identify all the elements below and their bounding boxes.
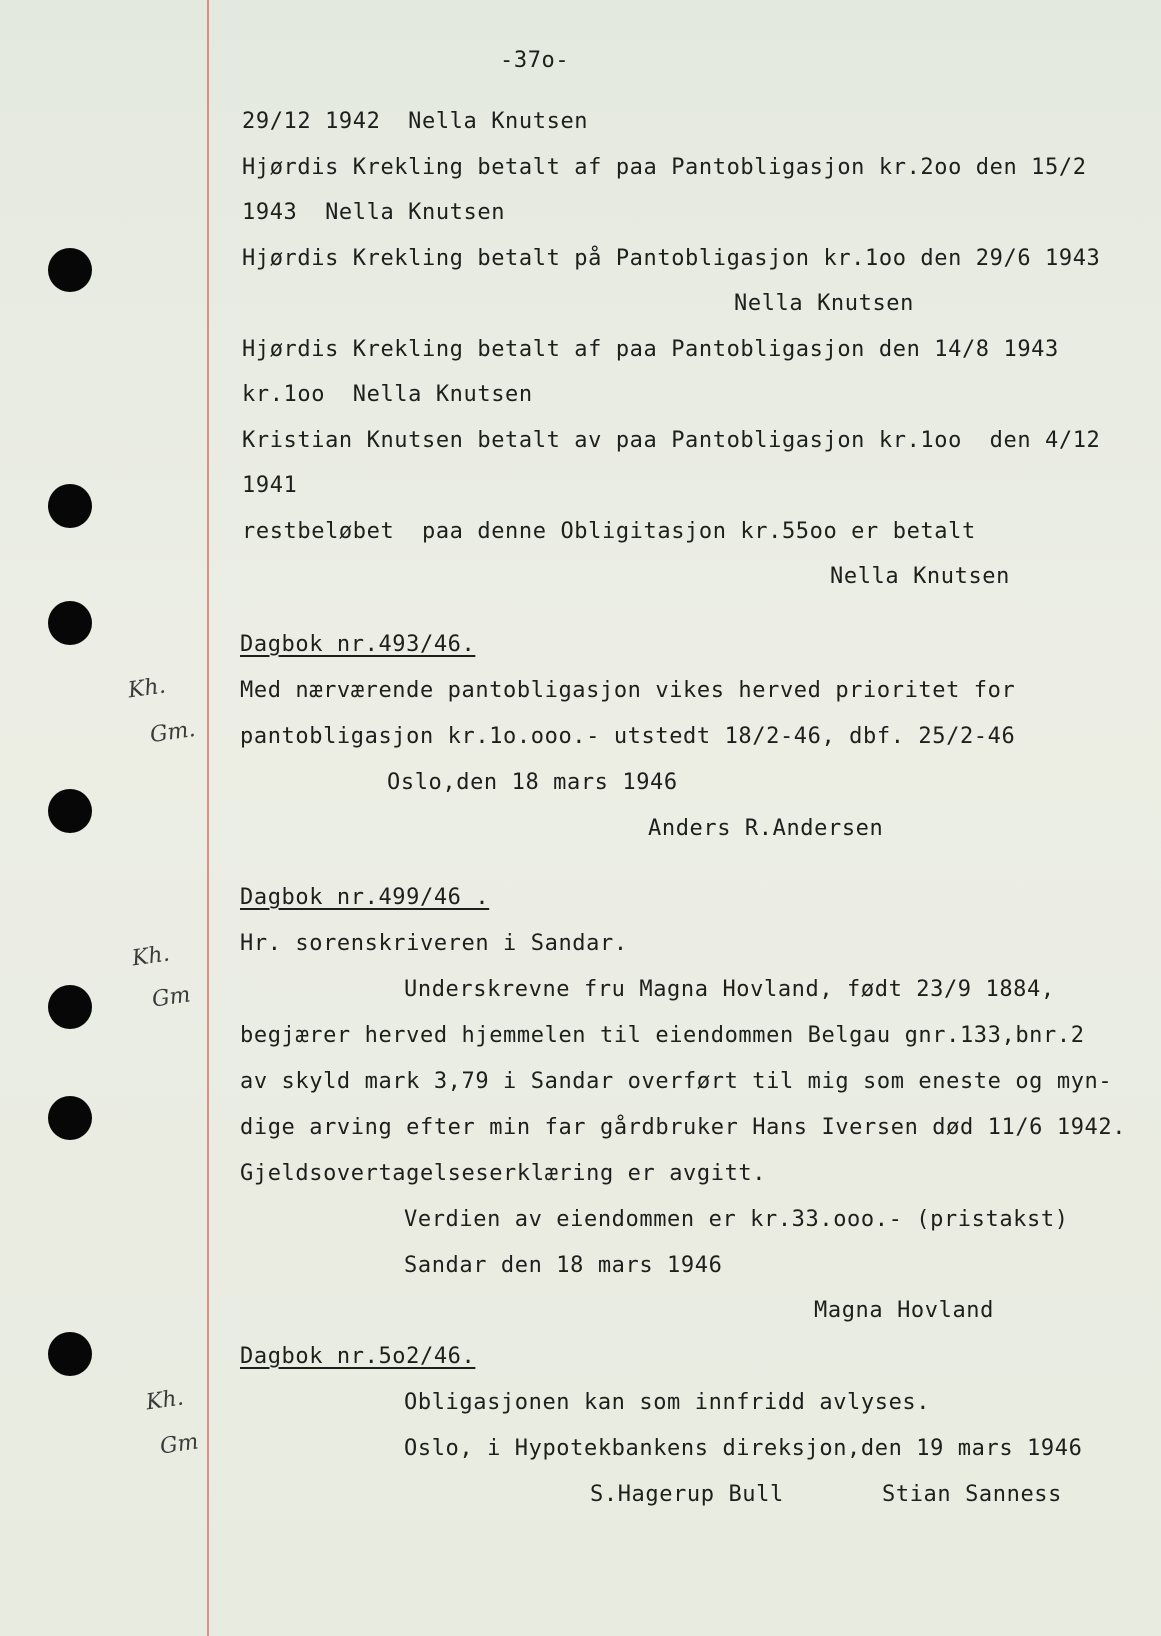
punch-hole: [48, 248, 92, 292]
punch-hole: [48, 1096, 92, 1140]
text-line: av skyld mark 3,79 i Sandar overført til mig som eneste og myn-: [240, 1069, 1113, 1094]
text-line: Gjeldsovertagelseserklæring er avgitt.: [240, 1161, 767, 1186]
text-line: Obligasjonen kan som innfridd avlyses.: [404, 1390, 931, 1415]
margin-initials: Gm: [150, 982, 192, 1013]
text-line: Hjørdis Krekling betalt af paa Pantobligasjon den 14/8 1943: [242, 337, 1059, 362]
text-line: kr.1oo Nella Knutsen: [242, 382, 533, 407]
text-line: Hjørdis Krekling betalt på Pantobligasjon kr.1oo den 29/6 1943: [242, 246, 1101, 271]
text-line: restbeløbet paa denne Obligitasjon kr.55oo er betalt: [242, 519, 976, 544]
place-date-line: Oslo,den 18 mars 1946: [387, 770, 678, 795]
text-line: Hjørdis Krekling betalt af paa Pantobligasjon kr.2oo den 15/2: [242, 155, 1087, 180]
text-line: Hr. sorenskriveren i Sandar.: [240, 931, 628, 956]
punch-hole: [48, 789, 92, 833]
text-line: Underskrevne fru Magna Hovland, født 23/9 1884,: [404, 977, 1055, 1002]
entry-heading: Dagbok nr.5o2/46.: [240, 1344, 476, 1369]
text-line: 29/12 1942 Nella Knutsen: [242, 109, 589, 134]
place-date-line: Sandar den 18 mars 1946: [404, 1253, 723, 1278]
punch-hole: [48, 985, 92, 1029]
text-line: begjærer herved hjemmelen til eiendommen Belgau gnr.133,bnr.2: [240, 1023, 1085, 1048]
signature-line: Magna Hovland: [814, 1298, 994, 1323]
entry-heading: Dagbok nr.493/46.: [240, 632, 476, 657]
text-line: pantobligasjon kr.1o.ooo.- utstedt 18/2-46, dbf. 25/2-46: [240, 724, 1016, 749]
signature-line: Nella Knutsen: [734, 291, 914, 316]
punch-hole: [48, 484, 92, 528]
page-number: -37o-: [500, 48, 570, 73]
punch-hole: [48, 1332, 92, 1376]
punch-hole: [48, 601, 92, 645]
text-line: dige arving efter min far gårdbruker Hans Iversen død 11/6 1942.: [240, 1115, 1127, 1140]
text-line: Med nærværende pantobligasjon vikes herved prioritet for: [240, 678, 1016, 703]
text-line: Verdien av eiendommen er kr.33.ooo.- (pristakst): [404, 1207, 1069, 1232]
text-line: 1943 Nella Knutsen: [242, 200, 506, 225]
place-date-line: Oslo, i Hypotekbankens direksjon,den 19 mars 1946: [404, 1436, 1083, 1461]
margin-initials: Kh.: [144, 1385, 186, 1416]
margin-initials: Gm.: [148, 716, 197, 749]
signature-line: Stian Sanness: [882, 1482, 1062, 1507]
text-line: Kristian Knutsen betalt av paa Pantobligasjon kr.1oo den 4/12: [242, 428, 1101, 453]
text-line: 1941: [242, 473, 298, 498]
signature-line: Nella Knutsen: [830, 564, 1010, 589]
signature-line: Anders R.Andersen: [648, 816, 884, 841]
entry-heading: Dagbok nr.499/46 .: [240, 885, 490, 910]
margin-initials: Kh.: [126, 673, 168, 704]
margin-initials: Kh.: [130, 941, 172, 972]
margin-rule: [207, 0, 209, 1636]
margin-initials: Gm: [158, 1429, 200, 1460]
signature-line: S.Hagerup Bull: [590, 1482, 784, 1507]
